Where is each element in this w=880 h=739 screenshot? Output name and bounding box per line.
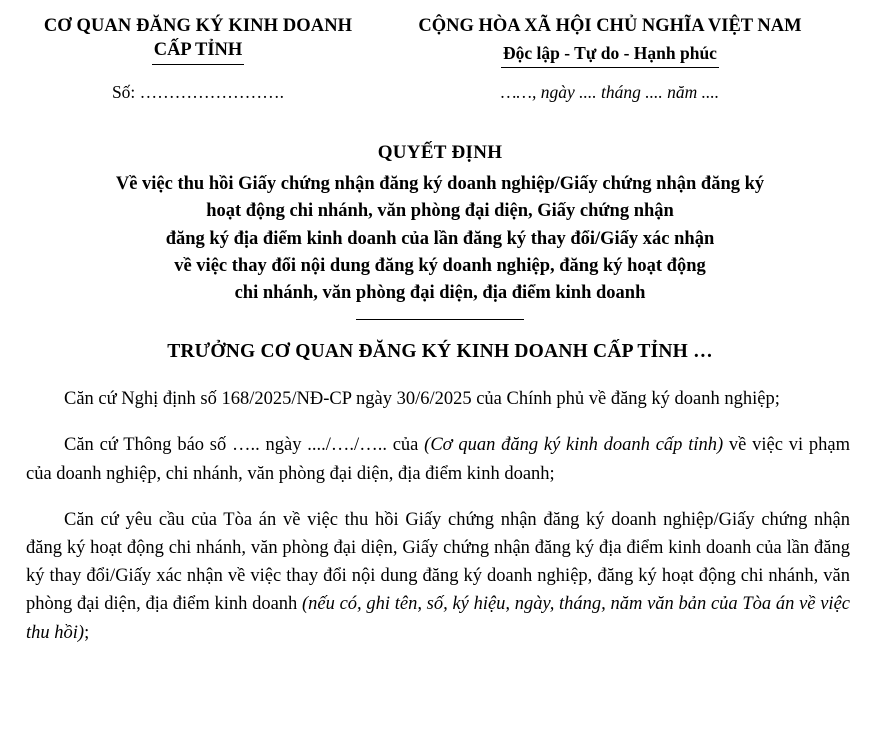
place-and-date: ……, ngày .... tháng .... năm .... bbox=[500, 82, 720, 103]
paragraph-note-italic: (nếu có, ghi tên, số, ký hiệu, ngày, tháng, năm văn bản của Tòa án về việc thu hồi) bbox=[26, 594, 850, 643]
document-number: Số: ……………………. bbox=[111, 82, 285, 103]
paragraph-text: Căn cứ yêu cầu của Tòa án về việc thu hồi Giấy chứng nhận đăng ký doanh nghiệp/Giấy chứng nhận đăng ký hoạt động chi nhánh, văn phòng đại diện, Giấy chứng nhận đăng ký địa điểm kinh doanh của lần đăng ký thay đổi/Giấy xác nhận về việc thay đổi nội dung đăng ký doanh nghiệp, đăng ký hoạt động chi nhánh, văn phòng đại diện, địa điểm kinh doanh bbox=[26, 510, 850, 615]
paragraph-note-italic: (Cơ quan đăng ký kinh doanh cấp tỉnh) bbox=[424, 435, 724, 456]
paragraph-text-cont: về việc vi phạm của doanh nghiệp, chi nhánh, văn phòng đại diện, địa điểm kinh doanh; bbox=[26, 435, 850, 484]
subtitle-line: hoạt động chi nhánh, văn phòng đại diện, Giấy chứng nhận bbox=[206, 201, 674, 222]
paragraph-text: Căn cứ Nghị định số 168/2025/NĐ-CP ngày 30/6/2025 của Chính phủ về đăng ký doanh nghiệp; bbox=[64, 388, 780, 409]
national-motto: Độc lập - Tự do - Hạnh phúc bbox=[501, 41, 719, 68]
paragraph-text: Căn cứ Thông báo số ….. ngày ..../…./….. của bbox=[64, 435, 425, 456]
document-title: QUYẾT ĐỊNH bbox=[377, 142, 503, 164]
title-block bbox=[0, 141, 880, 320]
paragraph-text-cont: ; bbox=[84, 622, 90, 643]
subtitle-line: về việc thay đổi nội dung đăng ký doanh nghiệp, đăng ký hoạt động bbox=[174, 256, 706, 277]
document-subtitle bbox=[0, 171, 880, 308]
title-divider bbox=[356, 319, 524, 320]
subtitle-line: Về việc thu hồi Giấy chứng nhận đăng ký doanh nghiệp/Giấy chứng nhận đăng ký bbox=[115, 173, 765, 194]
issuing-authority-line2: CẤP TỈNH bbox=[152, 38, 245, 64]
subtitle-line: chi nhánh, văn phòng đại diện, địa điểm kinh doanh bbox=[234, 283, 646, 304]
issuing-authority-block bbox=[28, 14, 368, 65]
paragraph-legal-basis-decree bbox=[26, 385, 850, 413]
national-title: CỘNG HÒA XÃ HỘI CHỦ NGHĨA VIỆT NAM bbox=[418, 16, 802, 36]
national-heading-block bbox=[368, 14, 852, 68]
signing-authority-line: TRƯỞNG CƠ QUAN ĐĂNG KÝ KINH DOANH CẤP TỈNH … bbox=[167, 340, 713, 362]
paragraph-legal-basis-court bbox=[26, 506, 850, 647]
paragraph-legal-basis-notice bbox=[26, 431, 850, 487]
document-subheader bbox=[0, 68, 880, 103]
document-header bbox=[0, 0, 880, 68]
subtitle-line: đăng ký địa điểm kinh doanh của lần đăng ký thay đổi/Giấy xác nhận bbox=[165, 228, 715, 249]
document-body bbox=[0, 385, 880, 647]
issuing-authority-line1: CƠ QUAN ĐĂNG KÝ KINH DOANH bbox=[43, 16, 353, 36]
